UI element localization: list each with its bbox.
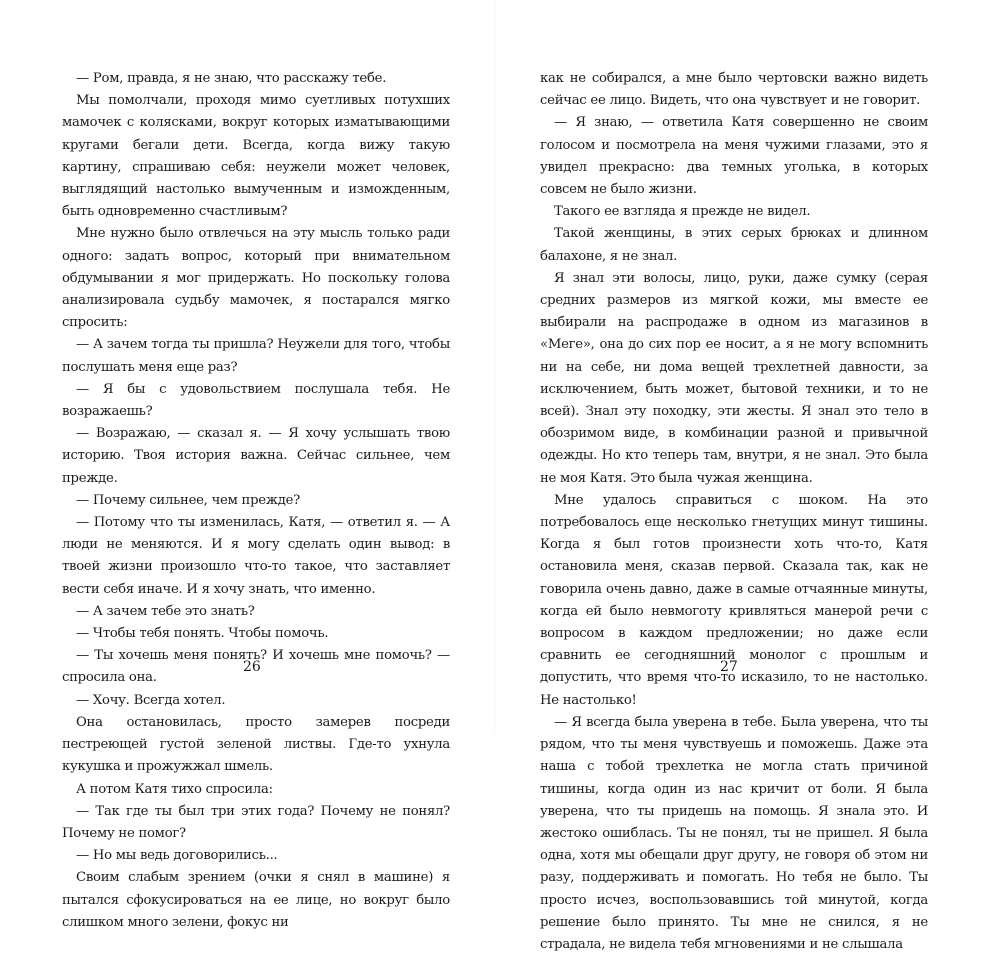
paragraph: Мы помолчали, проходя мимо суетливых потухших мамочек с колясками, вокруг которых изматывающими кругами бегали дети. Всегда, когда вижу такую картину, спрашиваю себя: неужели может человек, выглядящий настолько вымученным и изможденным, быть одновременно счастливым? — [62, 93, 450, 220]
paragraph: А потом Катя тихо спросила: — [76, 781, 273, 797]
paragraph: — Я знаю, — ответила Катя совершенно не своим голосом и посмотрела на меня чужими глазами, это я увидел прекрасно: два темных уголька, в которых совсем не было жизни. — [540, 115, 928, 198]
paragraph: Я знал эти волосы, лицо, руки, даже сумку (серая средних размеров из мягкой кожи, мы вместе ее выбирали на распродаже в одном из магазинов в «Меге», она до сих пор ее носит, а я не могу вспомнить ни на себе, ни дома вещей трехлетней давности, за исключением, быть может, бытовой техники, и то не всей). Знал эту походку, эти жесты. Я знал это тело в обозримом виде, в комбинации разной и привычной одежды. Но кто теперь там, внутри, я не знал. Это была не моя Катя. Это была чужая женщина. — [540, 270, 928, 486]
paragraph: Такого ее взгляда я прежде не видел. — [554, 204, 811, 220]
page-number-right: 27 — [720, 659, 738, 675]
right-page-text — [540, 68, 928, 956]
paragraph: — Но мы ведь договорились... — [76, 848, 278, 864]
paragraph-continuation: как не собирался, а мне было чертовски важно видеть сейчас ее лицо. Видеть, что она чувствует и не говорит. — [540, 71, 928, 109]
paragraph: — Я всегда была уверена в тебе. Была уверена, что ты рядом, что ты меня чувствуешь и поможешь. Даже эта наша с тобой трехлетка не могла стать причиной тишины, когда один из нас кричит от боли. Я была уверена, что ты придешь на помощь. Я знала это. И жестоко ошиблась. Ты не понял, ты не пришел. Я была одна, хотя мы обещали друг другу, не говоря об этом ни разу, поддерживать и помогать. Но тебя не было. Ты просто исчез, воспользовавшись той минутой, когда решение было принято. Ты мне не снился, я не страдала, не видела тебя мгновениями и не слышала — [540, 714, 928, 952]
paragraph: — Возражаю, — сказал я. — Я хочу услышать твою историю. Твоя история важна. Сейчас сильнее, чем прежде. — [62, 426, 450, 486]
paragraph: Мне нужно было отвлечься на эту мысль только ради одного: задать вопрос, который при внимательном обдумывании я мог придержать. Но поскольку голова анализировала судьбу мамочек, я постарался мягко спросить: — [62, 226, 450, 331]
paragraph: Своим слабым зрением (очки я снял в машине) я пытался сфокусироваться на ее лице, но вокруг было слишком много зелени, фокус ни — [62, 870, 450, 930]
page-number-left: 26 — [243, 659, 261, 675]
paragraph: — Ром, правда, я не знаю, что расскажу тебе. — [76, 71, 387, 86]
book-gutter — [494, 0, 496, 734]
paragraph: — Я бы с удовольствием послушала тебя. Не возражаешь? — [62, 381, 450, 420]
paragraph: — Хочу. Всегда хотел. — [76, 692, 226, 708]
paragraph: Она остановилась, просто замерев посреди пестреющей густой зеленой листвы. Где-то ухнула кукушка и прожужжал шмель. — [62, 714, 450, 775]
paragraph: Мне удалось справиться с шоком. На это потребовалось еще несколько гнетущих минут тишины. Когда я был готов произнести хоть что-то, Катя остановила меня, сказав первой. Сказала так, как не говорила очень давно, даже в самые отчаянные минуты, когда ей было невмоготу кривляться манерой речи с вопросом в каждом предложении; но даже если сравнить ее сегодняшний монолог с прошлым и допустить, что время что-то исказило, то не настолько. Не настолько! — [540, 492, 928, 708]
paragraph: Такой женщины, в этих серых брюках и длинном балахоне, я не знал. — [540, 226, 928, 264]
paragraph: — А зачем тогда ты пришла? Неужели для того, чтобы послушать меня еще раз? — [62, 337, 450, 375]
paragraph: — Чтобы тебя понять. Чтобы помочь. — [76, 626, 329, 642]
paragraph: — Ты хочешь меня понять? И хочешь мне помочь? — спросила она. — [62, 648, 450, 686]
paragraph: — Так где ты был три этих года? Почему не понял? Почему не помог? — [62, 803, 450, 841]
paragraph: — Почему сильнее, чем прежде? — [76, 492, 300, 508]
paragraph: — А зачем тебе это знать? — [76, 603, 255, 619]
paragraph: — Потому что ты изменилась, Катя, — ответил я. — А люди не меняются. И я могу сделать один вывод: в твоей жизни произошло что-то такое, что заставляет вести себя иначе. И я хочу знать, что именно. — [62, 515, 450, 597]
left-page-text — [62, 68, 450, 934]
